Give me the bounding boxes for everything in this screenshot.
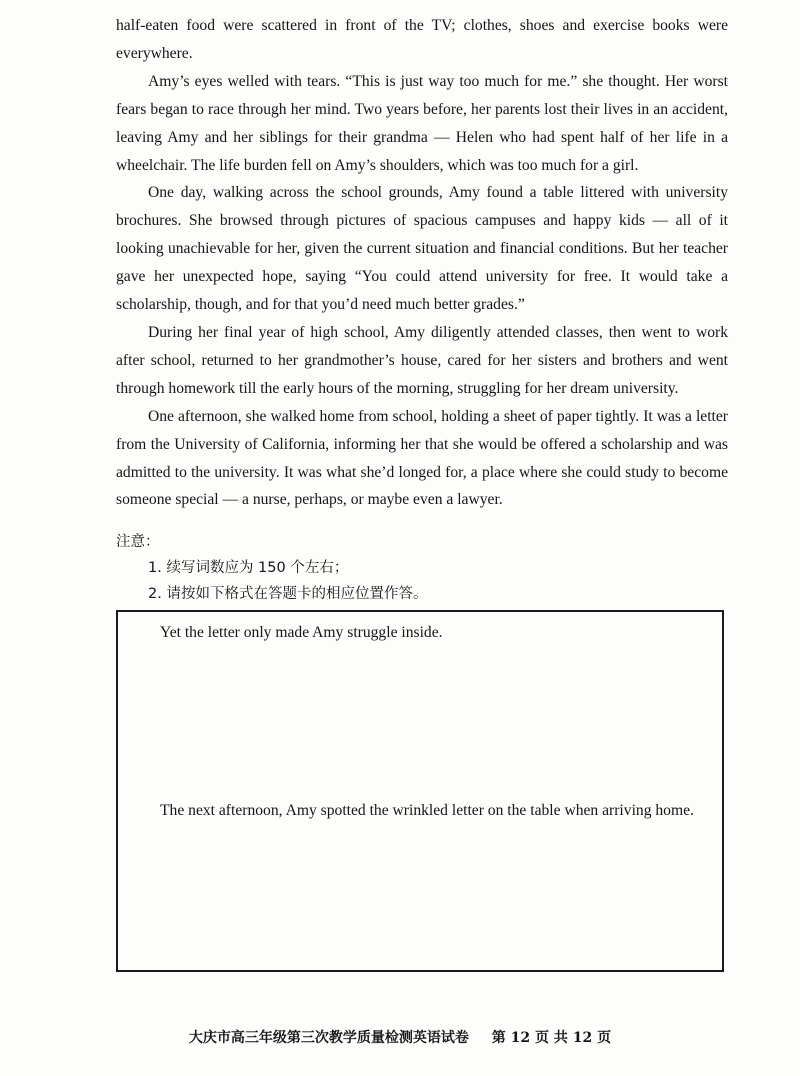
exam-title: 大庆市高三年级第三次教学质量检测英语试卷 (188, 1030, 469, 1046)
instruction-item: 2. 请按如下格式在答题卡的相应位置作答。 (148, 586, 428, 602)
instructions (116, 529, 728, 607)
passage-paragraph: One day, walking across the school grounds, Amy found a table littered with university brochures. She browsed through pictures of spacious campuses and happy kids — all of it looking unachievable for her, given the current situation and financial conditions. But her teacher gave her unexpected hope, saying “You could attend university for free. It would take a scholarship, though, and for that you’d need much better grades.” (116, 184, 728, 314)
continuation-prompt-2: The next afternoon, Amy spotted the wrinkled letter on the table when arriving home. (160, 802, 694, 819)
continuation-prompt-1: Yet the letter only made Amy struggle inside. (160, 624, 443, 641)
reading-passage (116, 12, 728, 514)
passage-paragraph: During her final year of high school, Amy diligently attended classes, then went to work after school, returned to her grandmother’s house, cared for her sisters and brothers and went through homework till the early hours of the morning, struggling for her dream university. (116, 323, 728, 397)
passage-paragraph: Amy’s eyes welled with tears. “This is just way too much for me.” she thought. Her worst fears began to race through her mind. Two years before, her parents lost their lives in an accident, leaving Amy and her siblings for their grandma — Helen who had spent half of her life in a wheelchair. The life burden fell on Amy’s shoulders, which was too much for a girl. (116, 72, 728, 174)
instructions-heading: 注意： (116, 534, 160, 550)
passage-paragraph: half-eaten food were scattered in front of the TV; clothes, shoes and exercise books were everywhere. (116, 17, 728, 62)
page-number: 第 12 页 共 12 页 (491, 1030, 612, 1046)
answer-box (116, 610, 724, 972)
page-footer (0, 1027, 800, 1047)
instruction-item: 1. 续写词数应为 150 个左右； (148, 560, 349, 576)
passage-paragraph: One afternoon, she walked home from school, holding a sheet of paper tightly. It was a letter from the University of California, informing her that she would be offered a scholarship and was admitted to the university. It was what she’d longed for, a place where she could study to become someone special — a nurse, perhaps, or maybe even a lawyer. (116, 407, 728, 509)
